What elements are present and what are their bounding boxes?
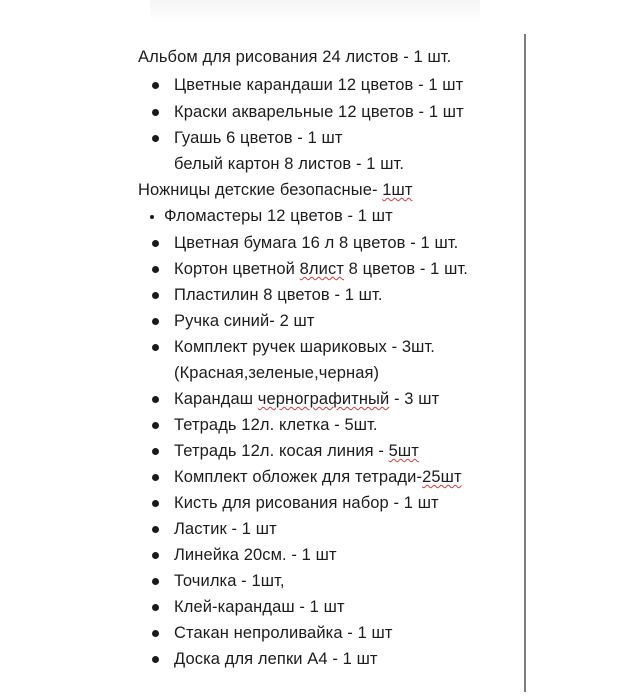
- bullet-icon: [152, 448, 159, 455]
- bullet-icon: [152, 656, 159, 663]
- list-item: Ручка синий- 2 шт: [174, 312, 315, 330]
- bullet-icon: [152, 500, 159, 507]
- bullet-icon: [152, 266, 159, 273]
- bullet-icon: [152, 578, 159, 585]
- spellcheck-word: 8лист: [299, 260, 344, 278]
- list-item: Фломастеры 12 цветов - 1 шт: [164, 207, 393, 225]
- spellcheck-word: 5шт: [388, 442, 419, 460]
- list-item: Стакан непроливайка - 1 шт: [174, 624, 393, 642]
- list-item: Точилка - 1шт,: [174, 572, 285, 590]
- bullet-icon: [152, 135, 159, 142]
- line-text: Карандаш: [174, 390, 258, 408]
- list-item: Кисть для рисования набор - 1 шт: [174, 494, 439, 512]
- line-text: Ножницы детские безопасные-: [138, 181, 383, 199]
- list-item: Цветные карандаши 12 цветов - 1 шт: [174, 76, 464, 94]
- line-text: - 3 шт: [389, 390, 440, 408]
- list-item: Пластилин 8 цветов - 1 шт.: [174, 286, 383, 304]
- bullet-icon: [152, 526, 159, 533]
- list-line: [138, 179, 413, 201]
- bullet-icon: [152, 318, 159, 325]
- list-item: [174, 440, 419, 462]
- line-text: Кортон цветной: [174, 260, 300, 278]
- spellcheck-word: чернографитный: [257, 390, 390, 408]
- list-item: Клей-карандаш - 1 шт: [174, 598, 345, 616]
- bullet-icon: [152, 344, 159, 351]
- bullet-icon: [152, 82, 159, 89]
- list-item: Доска для лепки А4 - 1 шт: [174, 650, 378, 668]
- list-line: белый картон 8 листов - 1 шт.: [174, 155, 405, 173]
- bullet-icon: [152, 109, 159, 116]
- bullet-icon: [152, 474, 159, 481]
- spellcheck-word: 1шт: [382, 181, 413, 199]
- list-item: [174, 388, 439, 410]
- list-item: [174, 466, 462, 488]
- list-line: Альбом для рисования 24 листов - 1 шт.: [138, 48, 452, 66]
- list-item: Ластик - 1 шт: [174, 520, 277, 538]
- spellcheck-word: 25шт: [422, 468, 462, 486]
- line-text: Комплект обложек для тетради-: [174, 468, 423, 486]
- bullet-icon: [152, 552, 159, 559]
- line-text: 8 цветов - 1 шт.: [343, 260, 468, 278]
- bullet-icon: [152, 396, 159, 403]
- list-item: Гуашь 6 цветов - 1 шт: [174, 129, 343, 147]
- bullet-icon: [152, 240, 159, 247]
- line-text: Тетрадь 12л. косая линия -: [174, 442, 389, 460]
- list-item: Цветная бумага 16 л 8 цветов - 1 шт.: [174, 234, 459, 252]
- list-item: Комплект ручек шариковых - 3шт.: [174, 338, 435, 356]
- bullet-icon: [152, 422, 159, 429]
- list-item: Линейка 20см. - 1 шт: [174, 546, 337, 564]
- list-item: Тетрадь 12л. клетка - 5шт.: [174, 416, 378, 434]
- bullet-icon: [152, 604, 159, 611]
- bullet-icon: [152, 292, 159, 299]
- list-item: Краски акварельные 12 цветов - 1 шт: [174, 103, 464, 121]
- list-item: [174, 258, 468, 280]
- bullet-icon: [152, 630, 159, 637]
- bullet-icon: [150, 215, 154, 219]
- list-line: (Красная,зеленые,черная): [174, 364, 380, 382]
